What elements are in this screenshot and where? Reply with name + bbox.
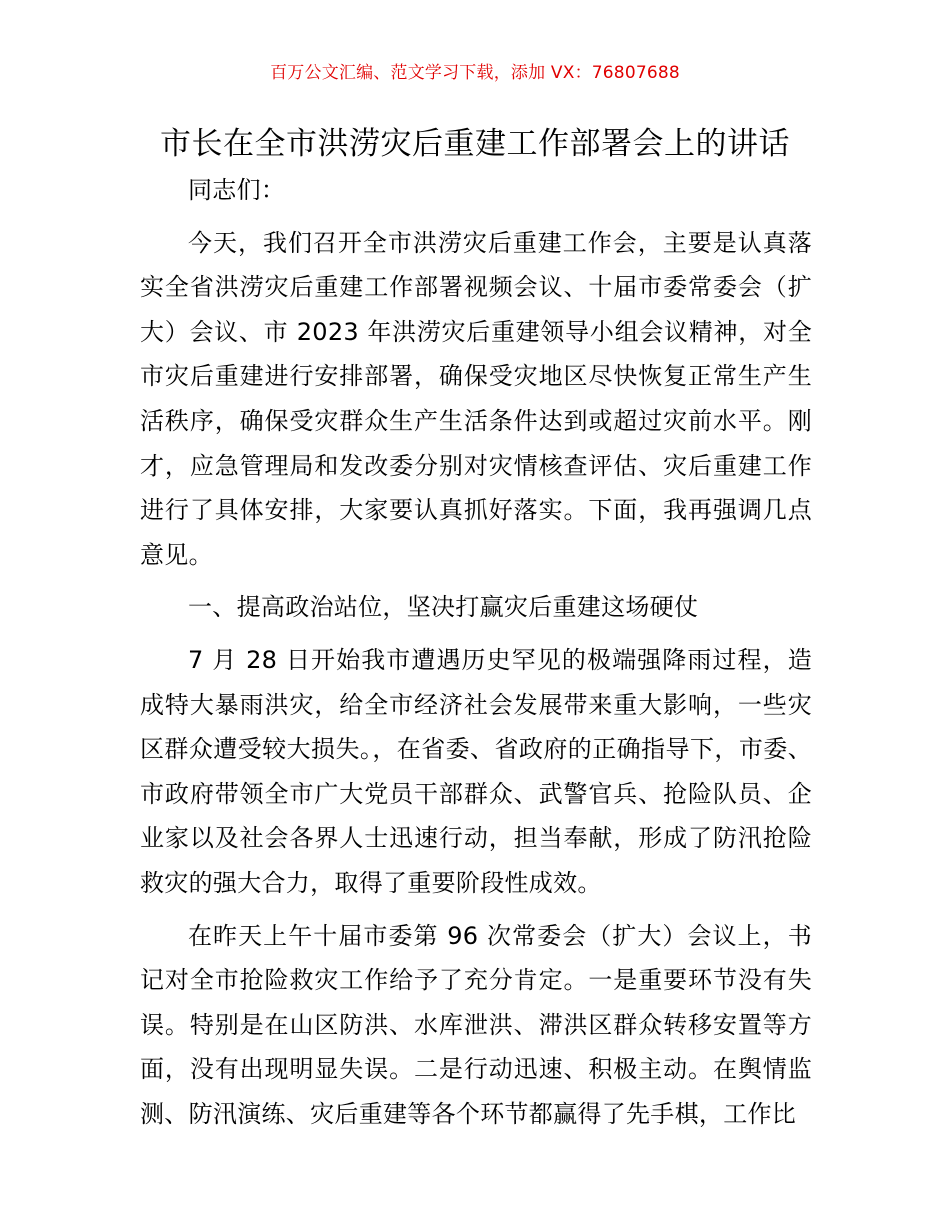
paragraph-committee-affirmation: 在昨天上午十届市委第 96 次常委会（扩大）会议上，书记对全市抢险救灾工作给予了充分肯定。一是重要环节没有失误。特别是在山区防洪、水库泄洪、滞洪区群众转移安置等方面，没有出现明显失误。二是行动迅速、积极主动。在舆情监测、防汛演练、灾后重建等各个环节都赢得了先手棋，工作比	[140, 921, 812, 1128]
paragraph-intro: 今天，我们召开全市洪涝灾后重建工作会，主要是认真落实全省洪涝灾后重建工作部署视频会议、十届市委常委会（扩大）会议、市 2023 年洪涝灾后重建领导小组会议精神，对全市灾后重建进行安排部署，确保受灾地区尽快恢复正常生产生活秩序，确保受灾群众生产生活条件达到或超过灾前水平。刚才，应急管理局和发改委分别对灾情核查评估、灾后重建工作进行了具体安排，大家要认真抓好落实。下面，我再强调几点意见。	[140, 228, 812, 569]
watermark-header-note: 百万公文汇编、范文学习下载，添加 VX：76807688	[270, 63, 680, 83]
document-title: 市长在全市洪涝灾后重建工作部署会上的讲话	[160, 126, 790, 162]
salutation: 同志们：	[188, 176, 286, 204]
paragraph-flood-background: 7 月 28 日开始我市遭遇历史罕见的极端强降雨过程，造成特大暴雨洪灾，给全市经济社会发展带来重大影响，一些灾区群众遭受较大损失。，在省委、省政府的正确指导下，市委、市政府带领全市广大党员干部群众、武警官兵、抢险队员、企业家以及社会各界人士迅速行动，担当奉献，形成了防汛抢险救灾的强大合力，取得了重要阶段性成效。	[140, 645, 812, 897]
document-body	[140, 168, 812, 1136]
section-heading-1: 一、提高政治站位，坚决打赢灾后重建这场硬仗	[188, 593, 699, 622]
